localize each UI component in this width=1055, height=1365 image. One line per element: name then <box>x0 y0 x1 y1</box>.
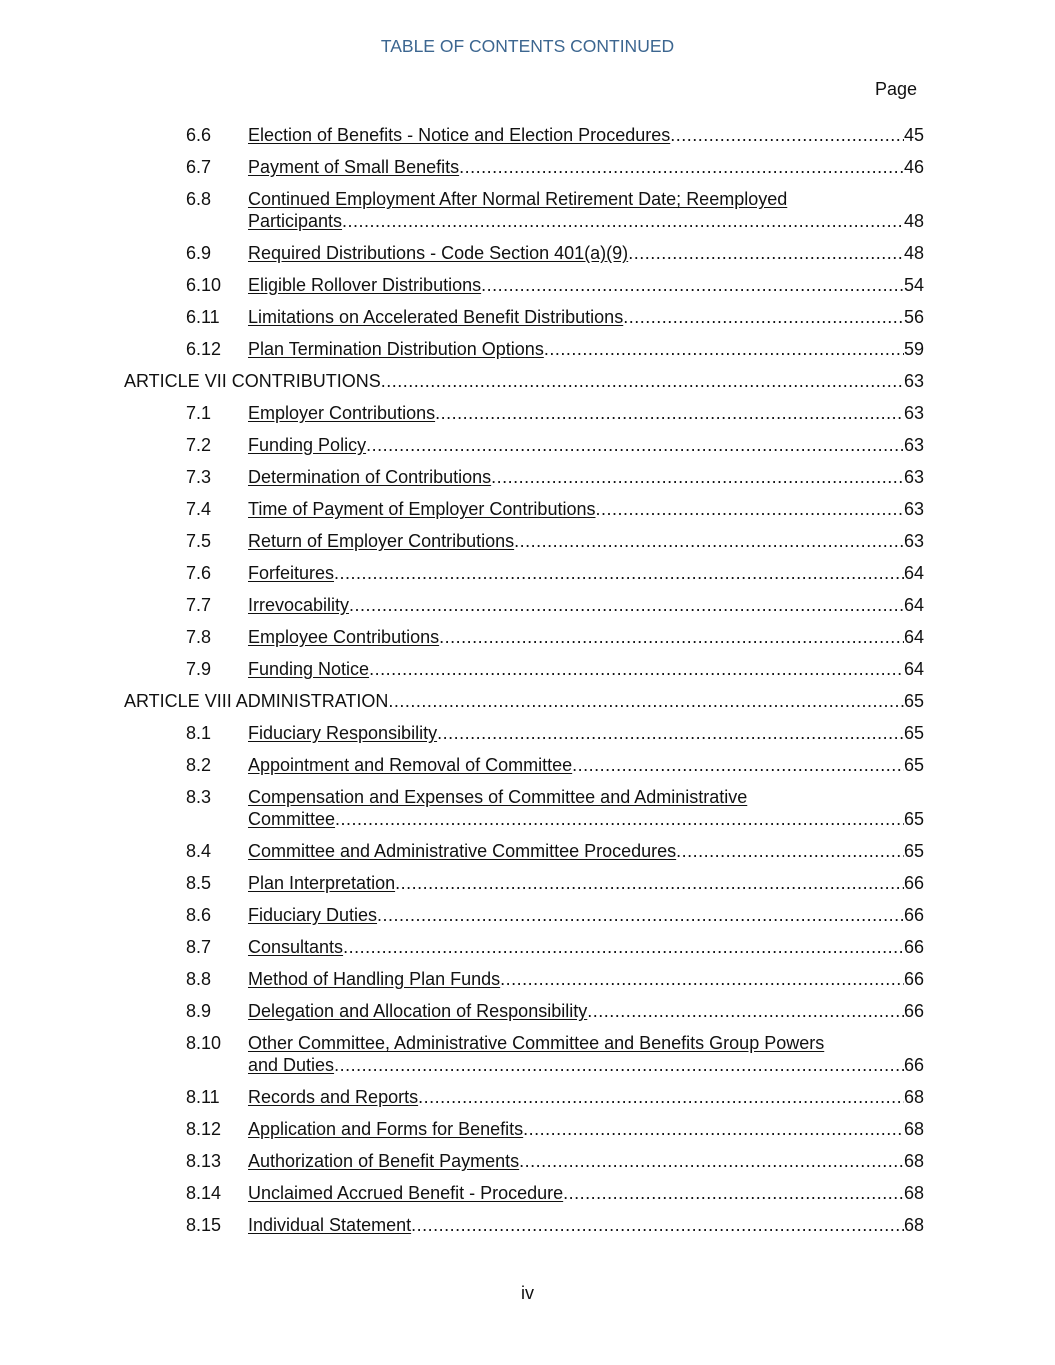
dot-leader <box>439 626 904 648</box>
dot-leader <box>523 1118 904 1140</box>
dot-leader <box>563 1182 904 1204</box>
toc-entry-link[interactable]: Records and Reports <box>248 1087 419 1107</box>
toc-page-number: 66 <box>903 905 924 925</box>
page-title: TABLE OF CONTENTS CONTINUED <box>380 36 675 56</box>
dot-leader <box>519 1150 904 1172</box>
toc-page-number: 66 <box>903 873 924 893</box>
toc-section-entry[interactable] <box>0 1214 1055 1236</box>
toc-entry-link[interactable]: Consultants <box>248 937 344 957</box>
toc-leader-line <box>248 530 924 552</box>
toc-page-number: 65 <box>903 723 924 743</box>
section-number: 8.11 <box>186 1087 220 1107</box>
dot-leader <box>349 594 904 616</box>
section-number: 8.6 <box>186 905 212 925</box>
dot-leader <box>481 274 904 296</box>
toc-section-entry[interactable] <box>0 498 1055 520</box>
toc-page-number: 65 <box>903 809 924 829</box>
toc-entry-link[interactable]: Delegation and Allocation of Responsibility <box>248 1001 588 1021</box>
toc-title-line <box>248 188 924 210</box>
section-number: 7.1 <box>186 403 212 423</box>
toc-leader-line <box>248 808 924 830</box>
toc-section-entry[interactable] <box>0 1182 1055 1204</box>
toc-section-entry[interactable] <box>0 786 1055 830</box>
toc-page-number: 68 <box>903 1087 924 1107</box>
toc-entry-link[interactable]: Compensation and Expenses of Committee and Administrative <box>248 787 748 807</box>
toc-leader-line <box>248 1150 924 1172</box>
toc-leader-line <box>248 434 924 456</box>
toc-entry-link[interactable]: Fiduciary Responsibility <box>248 723 438 743</box>
toc-entry-link[interactable]: Funding Notice <box>248 659 370 679</box>
toc-section-entry[interactable] <box>0 1118 1055 1140</box>
toc-page-number: 66 <box>903 969 924 989</box>
toc-section-entry[interactable] <box>0 1086 1055 1108</box>
section-number: 7.3 <box>186 467 212 487</box>
toc-page-number: 68 <box>903 1151 924 1171</box>
toc-section-entry[interactable] <box>0 402 1055 424</box>
toc-title-line <box>248 1032 924 1054</box>
toc-entry-link[interactable]: Employee Contributions <box>248 627 440 647</box>
dot-leader <box>418 1086 904 1108</box>
section-number: 7.8 <box>186 627 212 647</box>
toc-page-number: 63 <box>903 403 924 423</box>
toc-leader-line <box>248 498 924 520</box>
toc-entry-link[interactable]: Return of Employer Contributions <box>248 531 515 551</box>
toc-entry-link[interactable]: Committee <box>248 809 336 829</box>
dot-leader <box>334 562 904 584</box>
dot-leader <box>572 754 904 776</box>
toc-page-number: 63 <box>903 499 924 519</box>
toc-leader-line <box>248 1182 924 1204</box>
dot-leader <box>435 402 904 424</box>
toc-section-entry[interactable] <box>0 904 1055 926</box>
section-number: 6.12 <box>186 339 222 359</box>
section-number: 6.11 <box>186 307 220 327</box>
toc-leader-line <box>248 968 924 990</box>
dot-leader <box>342 210 904 232</box>
toc-entry-link[interactable]: Funding Policy <box>248 435 367 455</box>
section-number: 6.6 <box>186 125 212 145</box>
toc-title-line <box>248 786 924 808</box>
toc-page-number: 65 <box>903 691 924 711</box>
toc-entry-link[interactable]: Individual Statement <box>248 1215 412 1235</box>
dot-leader <box>388 690 904 712</box>
toc-section-entry[interactable] <box>0 840 1055 862</box>
toc-page-number: 64 <box>903 659 924 679</box>
toc-leader-line <box>248 658 924 680</box>
section-number: 8.1 <box>186 723 212 743</box>
toc-leader-line <box>248 402 924 424</box>
toc-leader-line <box>248 594 924 616</box>
toc-section-entry[interactable] <box>0 530 1055 552</box>
page-number: iv <box>521 1283 534 1303</box>
dot-leader <box>587 1000 904 1022</box>
toc-entry-link[interactable]: Plan Termination Distribution Options <box>248 339 544 359</box>
section-number: 8.14 <box>186 1183 222 1203</box>
section-number: 6.10 <box>186 275 222 295</box>
dot-leader <box>395 872 904 894</box>
dot-leader <box>623 306 904 328</box>
toc-entry-link[interactable]: Eligible Rollover Distributions <box>248 275 482 295</box>
toc-page-number: 68 <box>903 1119 924 1139</box>
toc-page-number: 65 <box>903 755 924 775</box>
toc-entry-link[interactable]: Application and Forms for Benefits <box>248 1119 524 1139</box>
dot-leader <box>491 466 904 488</box>
dot-leader <box>411 1214 904 1236</box>
toc-section-entry[interactable] <box>0 338 1055 360</box>
toc-entry-link[interactable]: ARTICLE VII CONTRIBUTIONS <box>124 371 381 391</box>
toc-entry-link[interactable]: Plan Interpretation <box>248 873 396 893</box>
toc-page-number: 56 <box>903 307 924 327</box>
section-number: 8.5 <box>186 873 212 893</box>
toc-leader-line <box>248 936 924 958</box>
toc-entry-link[interactable]: Election of Benefits - Notice and Election Procedures <box>248 125 671 145</box>
toc-leader-line <box>248 242 924 264</box>
section-number: 8.7 <box>186 937 212 957</box>
toc-page-number: 45 <box>903 125 924 145</box>
toc-page-number: 65 <box>903 841 924 861</box>
toc-page-number: 66 <box>903 1055 924 1075</box>
toc-section-entry[interactable] <box>0 124 1055 146</box>
toc-list <box>0 124 1055 1246</box>
section-number: 7.9 <box>186 659 212 679</box>
toc-entry-link[interactable]: Required Distributions - Code Section 401(a)(9) <box>248 243 629 263</box>
toc-section-entry[interactable] <box>0 626 1055 648</box>
toc-section-entry[interactable] <box>0 1032 1055 1076</box>
toc-page-number: 66 <box>903 1001 924 1021</box>
dot-leader <box>381 370 904 392</box>
dot-leader <box>366 434 904 456</box>
toc-page-number: 63 <box>903 467 924 487</box>
toc-section-entry[interactable] <box>0 658 1055 680</box>
toc-page-number: 68 <box>903 1183 924 1203</box>
toc-entry-link[interactable]: Payment of Small Benefits <box>248 157 460 177</box>
toc-page-number: 63 <box>903 371 924 391</box>
toc-section-entry[interactable] <box>0 242 1055 264</box>
toc-entry-link[interactable]: Determination of Contributions <box>248 467 492 487</box>
toc-entry-link[interactable]: Method of Handling Plan Funds <box>248 969 501 989</box>
toc-section-entry[interactable] <box>0 754 1055 776</box>
dot-leader <box>676 840 904 862</box>
toc-section-entry[interactable] <box>0 156 1055 178</box>
toc-page-number: 54 <box>903 275 924 295</box>
toc-page-number: 48 <box>903 243 924 263</box>
toc-section-entry[interactable] <box>0 466 1055 488</box>
dot-leader <box>377 904 904 926</box>
toc-leader-line <box>248 1000 924 1022</box>
toc-entry-link[interactable]: Forfeitures <box>248 563 335 583</box>
toc-section-entry[interactable] <box>0 594 1055 616</box>
toc-page-number: 46 <box>903 157 924 177</box>
section-number: 8.9 <box>186 1001 212 1021</box>
toc-entry-link[interactable]: Employer Contributions <box>248 403 436 423</box>
toc-leader-line <box>248 872 924 894</box>
toc-section-entry[interactable] <box>0 306 1055 328</box>
dot-leader <box>514 530 904 552</box>
section-number: 8.10 <box>186 1033 222 1053</box>
dot-leader <box>334 1054 904 1076</box>
toc-section-entry[interactable] <box>0 722 1055 744</box>
toc-entry-link[interactable]: Participants <box>248 211 343 231</box>
toc-leader-line <box>248 338 924 360</box>
toc-entry-link[interactable]: and Duties <box>248 1055 335 1075</box>
toc-leader-line <box>248 840 924 862</box>
toc-leader-line <box>248 722 924 744</box>
section-number: 8.8 <box>186 969 212 989</box>
toc-page-number: 66 <box>903 937 924 957</box>
toc-leader-line <box>248 1054 924 1076</box>
dot-leader <box>628 242 904 264</box>
toc-leader-line <box>248 466 924 488</box>
toc-entry-link[interactable]: Other Committee, Administrative Committee and Benefits Group Powers <box>248 1033 825 1053</box>
section-number: 7.5 <box>186 531 212 551</box>
section-number: 8.15 <box>186 1215 222 1235</box>
toc-article-entry[interactable] <box>0 370 1055 392</box>
section-number: 7.6 <box>186 563 212 583</box>
toc-entry-link[interactable]: Appointment and Removal of Committee <box>248 755 573 775</box>
toc-page-number: 64 <box>903 595 924 615</box>
toc-page-number: 63 <box>903 435 924 455</box>
toc-leader-line <box>124 690 924 712</box>
toc-leader-line <box>248 904 924 926</box>
section-number: 8.12 <box>186 1119 222 1139</box>
toc-leader-line <box>248 274 924 296</box>
toc-leader-line <box>248 754 924 776</box>
section-number: 6.9 <box>186 243 212 263</box>
dot-leader <box>595 498 903 520</box>
toc-section-entry[interactable] <box>0 1150 1055 1172</box>
toc-section-entry[interactable] <box>0 274 1055 296</box>
toc-entry-link[interactable]: Time of Payment of Employer Contributions <box>248 499 596 519</box>
toc-leader-line <box>248 306 924 328</box>
toc-leader-line <box>248 210 924 232</box>
dot-leader <box>437 722 904 744</box>
dot-leader <box>335 808 904 830</box>
dot-leader <box>459 156 904 178</box>
toc-entry-link[interactable]: Committee and Administrative Committee Procedures <box>248 841 677 861</box>
toc-page-number: 68 <box>903 1215 924 1235</box>
toc-entry-link[interactable]: Unclaimed Accrued Benefit - Procedure <box>248 1183 564 1203</box>
toc-leader-line <box>248 124 924 146</box>
section-number: 8.3 <box>186 787 212 807</box>
section-number: 6.8 <box>186 189 212 209</box>
dot-leader <box>369 658 904 680</box>
toc-section-entry[interactable] <box>0 1000 1055 1022</box>
toc-leader-line <box>248 156 924 178</box>
toc-entry-link[interactable]: Continued Employment After Normal Retirement Date; Reemployed <box>248 189 788 209</box>
section-number: 8.2 <box>186 755 212 775</box>
toc-page-number: 64 <box>903 563 924 583</box>
toc-section-entry[interactable] <box>0 562 1055 584</box>
toc-page-number: 64 <box>903 627 924 647</box>
section-number: 7.4 <box>186 499 212 519</box>
toc-section-entry[interactable] <box>0 936 1055 958</box>
section-number: 8.13 <box>186 1151 222 1171</box>
toc-entry-link[interactable]: Irrevocability <box>248 595 350 615</box>
toc-entry-link[interactable]: Authorization of Benefit Payments <box>248 1151 520 1171</box>
page-column-label: Page <box>875 79 918 99</box>
toc-entry-link[interactable]: ARTICLE VIII ADMINISTRATION <box>124 691 389 711</box>
toc-leader-line <box>248 1118 924 1140</box>
section-number: 7.2 <box>186 435 212 455</box>
toc-section-entry[interactable] <box>0 872 1055 894</box>
toc-page-number: 63 <box>903 531 924 551</box>
toc-article-entry[interactable] <box>0 690 1055 712</box>
toc-section-entry[interactable] <box>0 434 1055 456</box>
toc-leader-line <box>248 626 924 648</box>
toc-section-entry[interactable] <box>0 968 1055 990</box>
dot-leader <box>500 968 904 990</box>
toc-leader-line <box>124 370 924 392</box>
section-number: 7.7 <box>186 595 212 615</box>
section-number: 6.7 <box>186 157 212 177</box>
section-number: 8.4 <box>186 841 212 861</box>
dot-leader <box>544 338 904 360</box>
toc-leader-line <box>248 562 924 584</box>
toc-page-number: 59 <box>903 339 924 359</box>
toc-entry-link[interactable]: Limitations on Accelerated Benefit Distributions <box>248 307 624 327</box>
toc-entry-link[interactable]: Fiduciary Duties <box>248 905 378 925</box>
dot-leader <box>670 124 904 146</box>
toc-section-entry[interactable] <box>0 188 1055 232</box>
toc-page-number: 48 <box>903 211 924 231</box>
toc-leader-line <box>248 1214 924 1236</box>
toc-leader-line <box>248 1086 924 1108</box>
dot-leader <box>343 936 904 958</box>
